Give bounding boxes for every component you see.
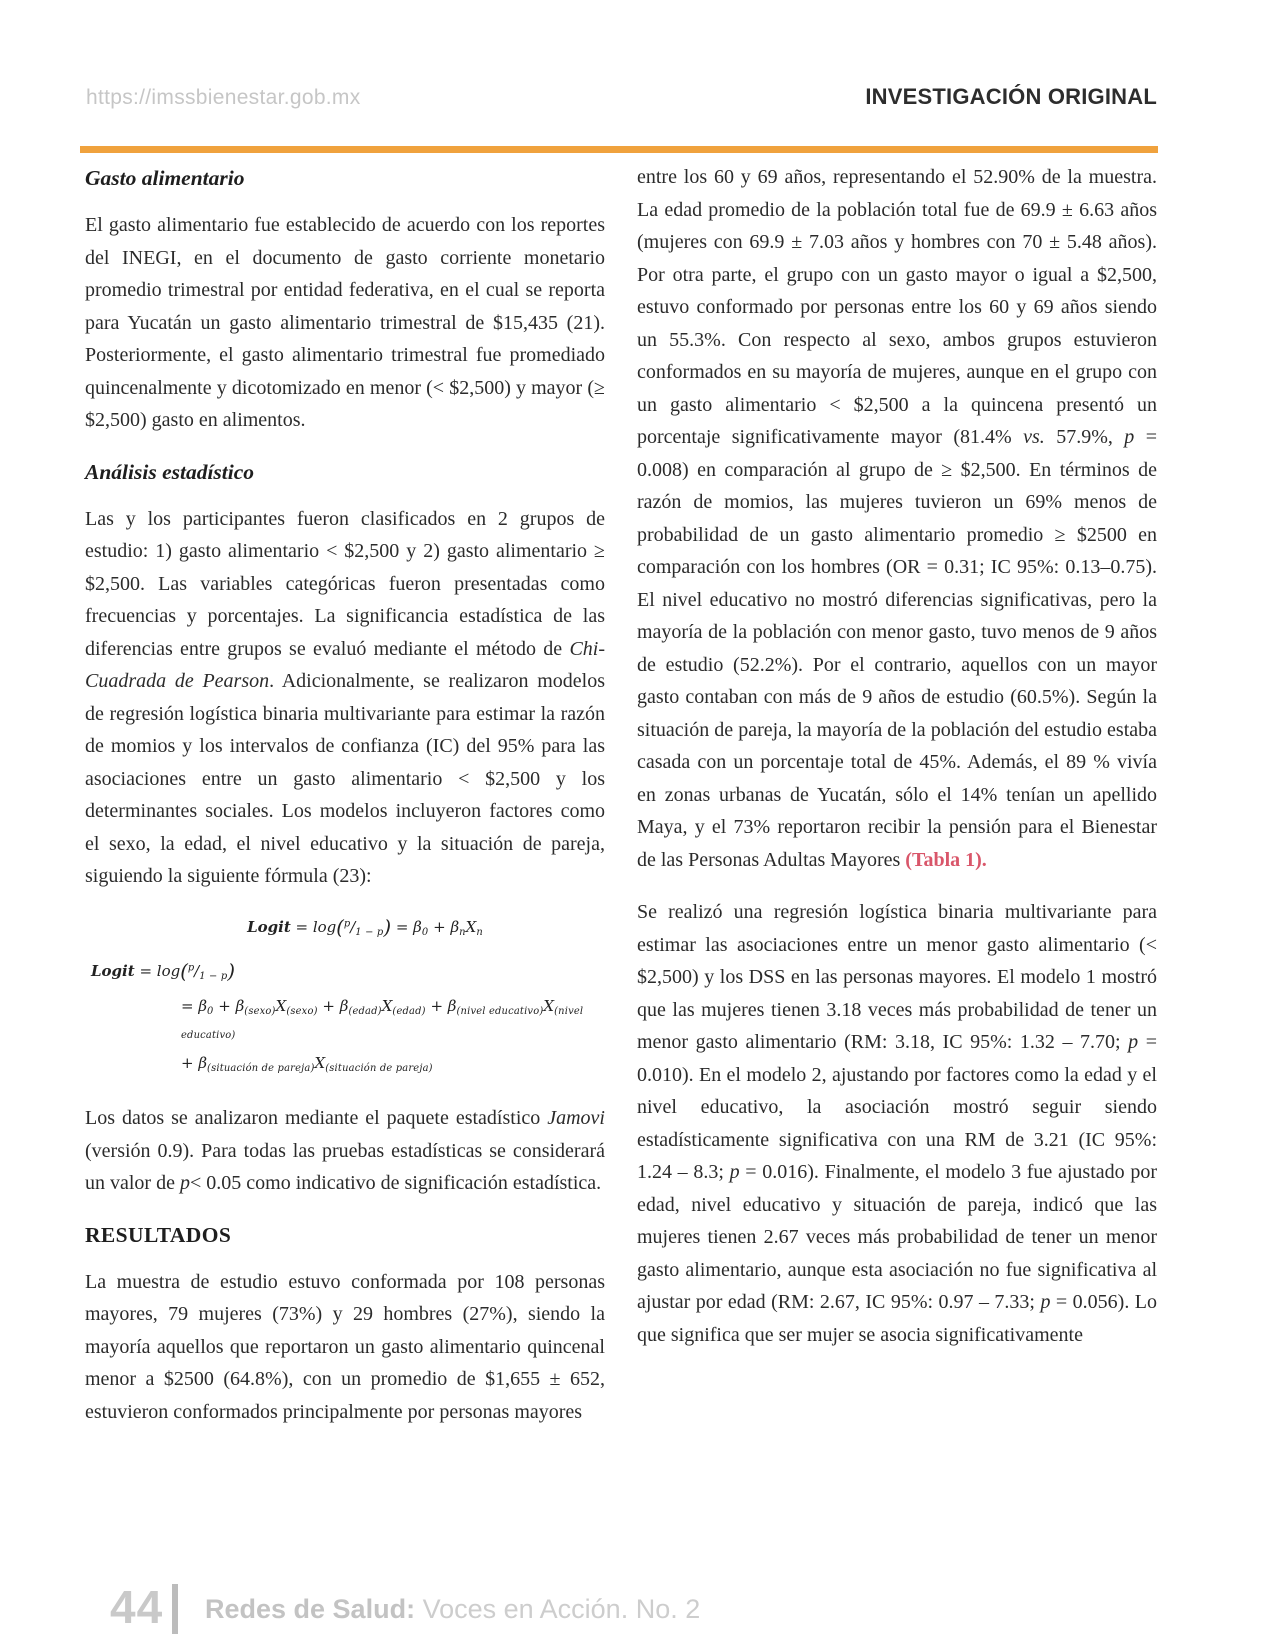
page-footer: [0, 1583, 1275, 1643]
footer-separator: [172, 1584, 178, 1634]
heading-gasto-alimentario: Gasto alimentario: [85, 166, 245, 190]
para-analisis-estadistico: Las y los participantes fueron clasificados en 2 grupos de estudio: 1) gasto alimentario < $2,500 y 2) gasto alimentario ≥ $2,500. Las variables categóricas fueron presentadas como frecuencias y porcentajes. La significancia estadística de las diferencias entre grupos se evaluó mediante el método de Chi-Cuadrada de Pearson. Adicionalmente, se realizaron modelos de regresión logística binaria multivariante para estimar la razón de momios y los intervalos de confianza (IC) del 95% para las asociaciones entre un gasto alimentario < $2,500 y los determinantes sociales. Los modelos incluyeron factores como el sexo, la edad, el nivel educativo y la situación de pareja, siguiendo la siguiente fórmula (23):: [85, 507, 605, 887]
footer-journal-title: [205, 1594, 700, 1625]
formula-logit-expanded: [85, 957, 605, 1077]
heading-analisis-estadistico: Análisis estadístico: [85, 459, 255, 484]
para-continuacion-text: entre los 60 y 69 años, representando el 52.90% de la muestra. La edad promedio de la población total fue de 69.9 ± 6.63 años (mujeres con 69.9 ± 7.03 años y hombres con 70 ± 5.48 años). Por otra parte, el grupo con un gasto mayor o igual a $2,500, estuvo conformado por personas entre los 60 y 69 años siendo un 55.3%. Con respecto al sexo, ambos grupos estuvieron conformados en su mayoría de mujeres, aunque en el grupo con un gasto alimentario < $2,500 a la quincena presentó un porcentaje significativamente mayor (81.4% vs. 57.9%, p = 0.008) en comparación al grupo de ≥ $2,500. En términos de razón de momios, las mujeres tuvieron un 69% menos de probabilidad de un gasto alimentario promedio ≥ $2500 en comparación con los hombres (OR = 0.31; IC 95%: 0.13–0.75). El nivel educativo no mostró diferencias significativas, pero la mayoría de la población con menor gasto, tuvo menos de 9 años de estudio (52.2%). Por el contrario, aquellos con un mayor gasto contaban con más de 9 años de estudio (60.5%). Según la situación de pareja, la mayoría de la población del estudio estaba casada con un porcentaje total de 45%. Además, el 89 % vivía en zonas urbanas de Yucatán, sólo el 14% tenían un apellido Maya, y el 73% reportaron recibir la pensión para el Bienestar de las Personas Adultas Mayores: [637, 166, 1157, 871]
header-url: https://imssbienestar.gob.mx: [86, 86, 361, 109]
footer-journal-name: Redes de Salud:: [205, 1594, 416, 1624]
table-1-reference[interactable]: (Tabla 1).: [905, 848, 987, 871]
article-body: [85, 161, 1158, 1448]
formula-logit-simple: Logit = $\log(^p/_{1 - p}) = \beta_0 + \beta_nX_n$: [247, 915, 483, 939]
formula-line-3: + $\beta_{(situación de pareja)}X_{(situación de pareja)}$: [181, 1053, 433, 1075]
para-continuacion: [637, 161, 1157, 876]
footer-page-number: 44: [110, 1581, 164, 1633]
para-gasto-alimentario: El gasto alimentario fue establecido de acuerdo con los reportes del INEGI, en el documento de gasto corriente monetario promedio trimestral por entidad federativa, en el cual se reporta para Yucatán un gasto alimentario trimestral de $15,435 (21). Posteriormente, el gasto alimentario trimestral fue promediado quincenalmente y dicotomizado en menor (< $2,500) y mayor (≥ $2,500) gasto en alimentos.: [85, 214, 605, 431]
header-section-label: INVESTIGACIÓN ORIGINAL: [865, 84, 1157, 109]
para-muestra: La muestra de estudio estuvo conformada por 108 personas mayores, 79 mujeres (73%) y 29 hombres (27%), siendo la mayoría aquellos que reportaron un gasto alimentario quincenal menor a $2500 (64.8%), con un promedio de $1,655 ± 652, estuvieron conformados principalmente por personas mayores: [85, 1270, 605, 1423]
header-rule: [80, 146, 1158, 153]
left-column: [85, 161, 605, 1448]
formula-line-1: Logit = $\log(^p/_{1 - p})$: [91, 959, 235, 983]
right-column: [637, 161, 1157, 1448]
para-regresion: Se realizó una regresión logística binaria multivariante para estimar las asociaciones entre un menor gasto alimentario (< $2,500) y los DSS en las personas mayores. El modelo 1 mostró que las mujeres tienen 3.18 veces más probabilidad de tener un menor gasto alimentario (RM: 3.18, IC 95%: 1.32 – 7.70; p = 0.010). En el modelo 2, ajustando por factores como la edad y el nivel educativo, la asociación mostró seguir siendo estadísticamente significativa con una RM de 3.21 (IC 95%: 1.24 – 8.3; p = 0.016). Finalmente, el modelo 3 fue ajustado por edad, nivel educativo y situación de pareja, indicó que las mujeres tienen 2.67 veces más probabilidad de tener un menor gasto alimentario, aunque esta asociación no fue significativa al ajustar por edad (RM: 2.67, IC 95%: 0.97 – 7.33; p = 0.056). Lo que significa que ser mujer se asocia significativamente: [637, 901, 1158, 1346]
para-jamovi: Los datos se analizaron mediante el paquete estadístico Jamovi (versión 0.9). Para todas las pruebas estadísticas se considerará un valor de p< 0.05 como indicativo de significación estadística.: [85, 1107, 605, 1195]
footer-journal-subtitle: Voces en Acción. No. 2: [415, 1594, 701, 1624]
formula-line-2: = $\beta_0 + \beta_{(sexo)}X_{(sexo)} + \beta_{(edad)}X_{(edad)} + \beta_{(nivel educativo)}X_{(nivel educativo)}$: [181, 996, 584, 1042]
heading-resultados: RESULTADOS: [85, 1222, 232, 1247]
